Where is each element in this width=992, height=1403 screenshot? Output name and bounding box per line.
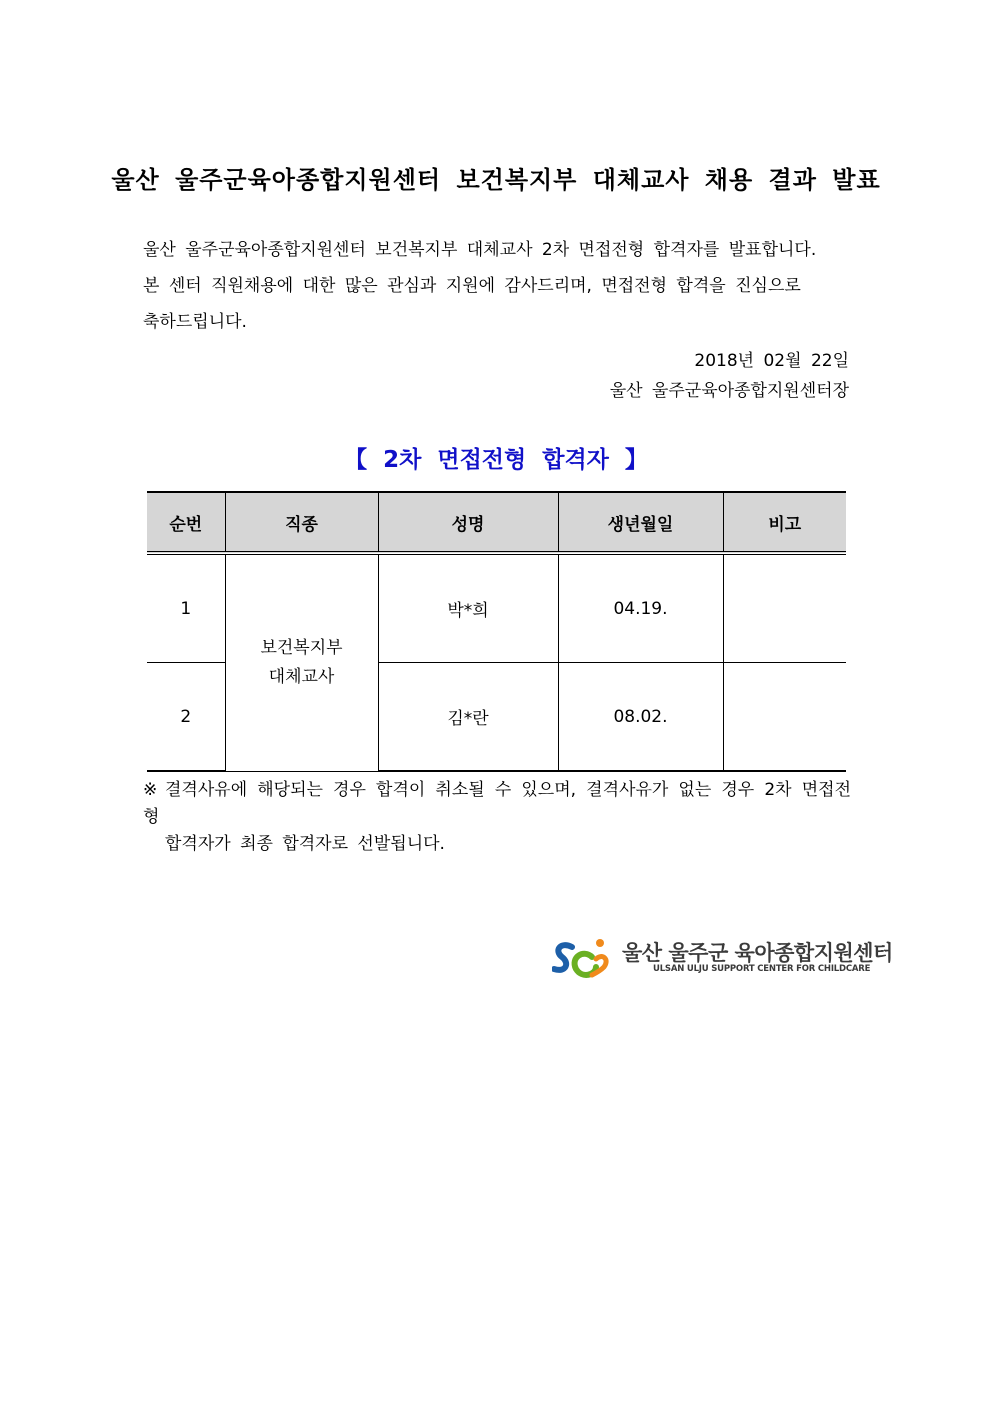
announcement-date: 2018년 02월 22일 [694,351,849,371]
logo-english-text: ULSAN ULJU SUPPORT CENTER FOR CHILDCARE [653,964,871,974]
header-no: 순번 [147,492,225,553]
header-birth: 생년월일 [558,492,723,553]
table-header-row [147,492,846,553]
cell-job [225,553,378,771]
results-table-wrapper [147,491,846,772]
center-logo-icon [552,937,612,981]
cell-name: 박*희 [378,553,558,663]
cell-name: 김*란 [378,663,558,772]
header-name: 성명 [378,492,558,553]
disclaimer-note [143,777,851,858]
section-title: 【 2차 면접전형 합격자 】 [344,447,648,473]
note-text-1: 결격사유에 해당되는 경우 합격이 취소될 수 있으며, 결격사유가 없는 경우 2차 면접전형 [143,780,851,827]
cell-no: 2 [147,663,225,772]
table-row [147,553,846,663]
note-line-1 [143,777,851,831]
intro-line-1: 울산 울주군육아종합지원센터 보건복지부 대체교사 2차 면접전형 합격자를 발표합니다. [143,240,817,260]
job-line-1: 보건복지부 [260,637,343,658]
intro-paragraph [143,232,851,340]
logo-korean-text: 울산 울주군 육아종합지원센터 [622,941,893,965]
results-table [147,491,846,772]
issuer-name: 울산 울주군육아종합지원센터장 [609,381,849,401]
note-line-2: 합격자가 최종 합격자로 선발됩니다. [165,834,445,854]
intro-line-3: 축하드립니다. [143,312,247,332]
header-job: 직종 [225,492,378,553]
date-block [610,346,849,406]
document-title: 울산 울주군육아종합지원센터 보건복지부 대체교사 채용 결과 발표 [111,166,881,194]
cell-birth: 04.19. [558,553,723,663]
cell-birth: 08.02. [558,663,723,772]
note-mark: ※ [143,780,158,800]
center-logo [552,937,893,983]
cell-note [723,553,846,663]
cell-note [723,663,846,772]
header-note: 비고 [723,492,846,553]
intro-line-2: 본 센터 직원채용에 대한 많은 관심과 지원에 감사드리며, 면접전형 합격을 진심으로 [143,276,801,296]
cell-no: 1 [147,553,225,663]
job-line-2: 대체교사 [268,666,335,687]
